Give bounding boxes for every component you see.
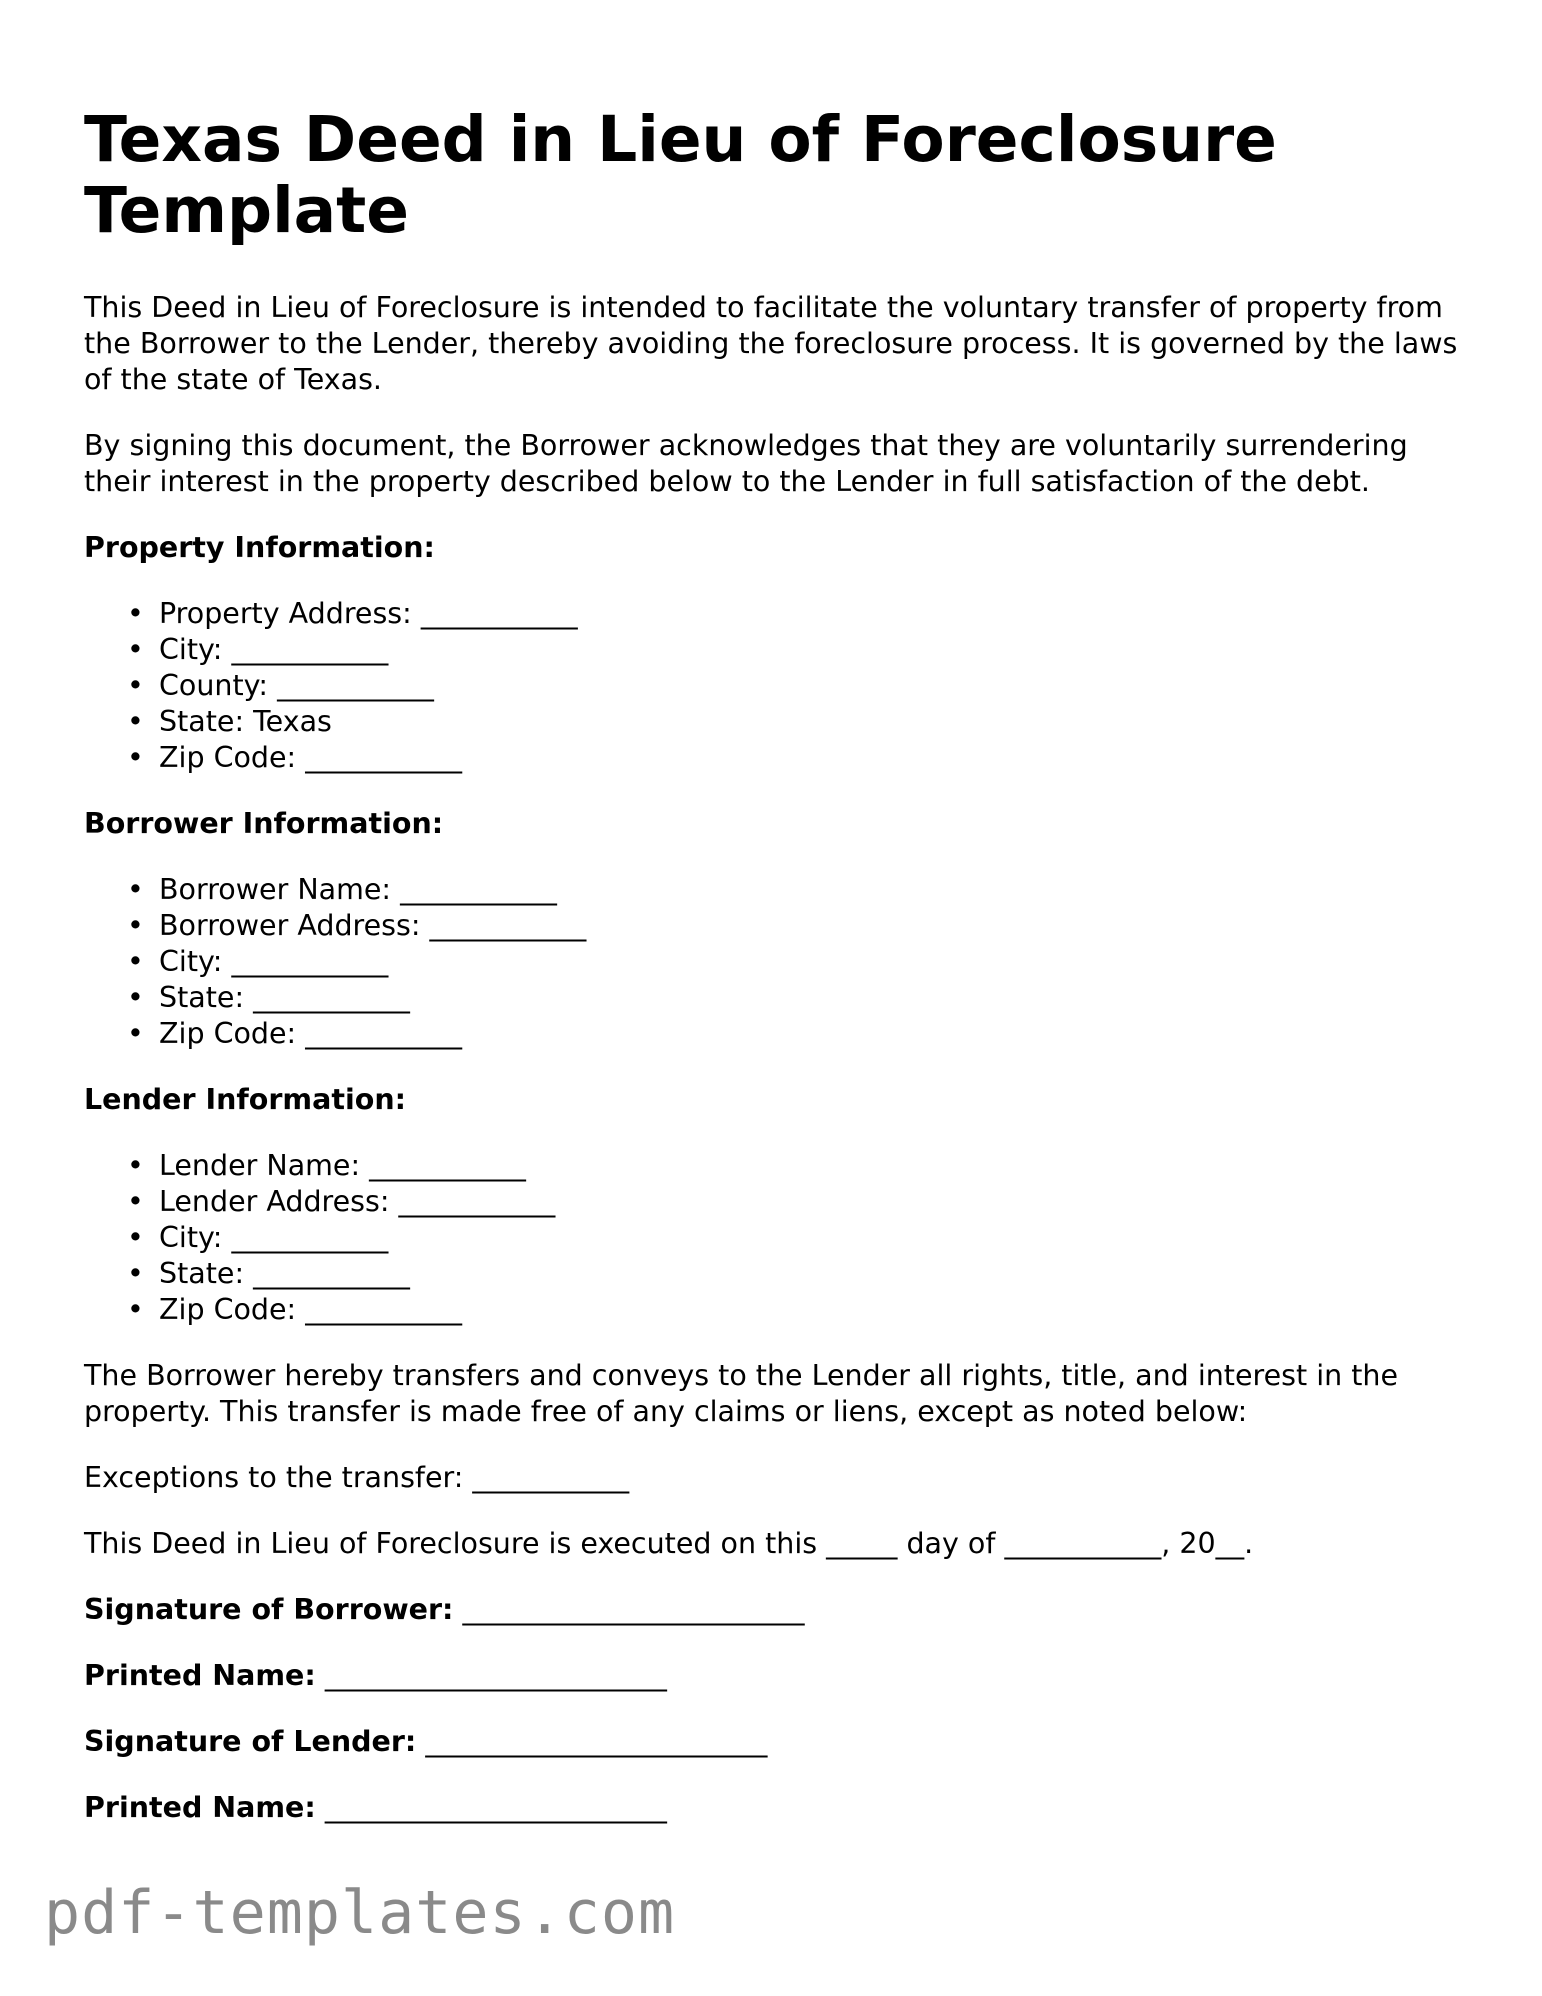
borrower-city-field: City: ___________ [159,945,389,978]
list-item [127,980,1464,1016]
bullet-icon: • [127,705,144,738]
borrower-state-field: State: ___________ [159,981,410,1014]
lender-name-field: Lender Name: ___________ [159,1149,526,1182]
document-title: Texas Deed in Lieu of Foreclosure Template [84,103,1277,247]
bullet-icon: • [127,1149,144,1182]
bullet-icon: • [127,1017,144,1050]
lender-zip-field: Zip Code: ___________ [159,1293,462,1326]
bullet-icon: • [127,909,144,942]
exceptions-field: Exceptions to the transfer: ___________ [84,1461,630,1494]
lender-signature-line [84,1724,1464,1760]
property-state-field: State: Texas [159,705,332,738]
bullet-icon: • [127,1293,144,1326]
list-item [127,1016,1464,1052]
bullet-icon: • [127,669,144,702]
borrower-signature-line [84,1592,1464,1628]
borrower-printed-name-line [84,1658,1464,1694]
transfer-paragraph: The Borrower hereby transfers and conveys to the Lender all rights, title, and interest in the property. This transfer is made free of any claims or liens, except as noted below: [84,1359,1399,1428]
lender-signature-blank: ________________________ [425,1725,768,1758]
lender-address-field: Lender Address: ___________ [159,1185,556,1218]
list-item [127,944,1464,980]
lender-signature-label: Signature of Lender: [84,1725,417,1758]
bullet-icon: • [127,597,144,630]
borrower-address-field: Borrower Address: ___________ [159,909,587,942]
property-address-field: Property Address: ___________ [159,597,578,630]
borrower-printed-name-blank: ________________________ [324,1659,667,1692]
property-information-heading: Property Information: [84,531,435,564]
borrower-printed-name-label: Printed Name: [84,1659,316,1692]
lender-city-field: City: ___________ [159,1221,389,1254]
list-item [127,1292,1464,1328]
document-page [84,104,1464,1856]
borrower-information-list [84,872,1464,1052]
list-item [127,740,1464,776]
lender-printed-name-blank: ________________________ [324,1791,667,1824]
borrower-information-heading: Borrower Information: [84,807,444,840]
watermark: pdf-templates.com [44,1878,676,1948]
bullet-icon: • [127,981,144,1014]
lender-information-heading: Lender Information: [84,1083,407,1116]
lender-information-list [84,1148,1464,1328]
property-county-field: County: ___________ [159,669,434,702]
bullet-icon: • [127,1221,144,1254]
bullet-icon: • [127,1185,144,1218]
bullet-icon: • [127,633,144,666]
list-item [127,704,1464,740]
property-zip-field: Zip Code: ___________ [159,741,462,774]
property-city-field: City: ___________ [159,633,389,666]
bullet-icon: • [127,741,144,774]
borrower-zip-field: Zip Code: ___________ [159,1017,462,1050]
list-item [127,908,1464,944]
list-item [127,1148,1464,1184]
borrower-signature-label: Signature of Borrower: [84,1593,454,1626]
lender-printed-name-line [84,1790,1464,1826]
list-item [127,1220,1464,1256]
borrower-signature-blank: ________________________ [462,1593,805,1626]
list-item [127,668,1464,704]
bullet-icon: • [127,873,144,906]
list-item [127,1184,1464,1220]
execution-date-paragraph: This Deed in Lieu of Foreclosure is executed on this _____ day of ___________, 20__. [84,1527,1254,1560]
lender-printed-name-label: Printed Name: [84,1791,316,1824]
list-item [127,872,1464,908]
intro-paragraph: This Deed in Lieu of Foreclosure is intended to facilitate the voluntary transfer of property from the Borrower to the Lender, thereby avoiding the foreclosure process. It is governed by the laws of the state of Texas. [84,291,1458,396]
lender-state-field: State: ___________ [159,1257,410,1290]
list-item [127,596,1464,632]
borrower-name-field: Borrower Name: ___________ [159,873,557,906]
bullet-icon: • [127,1257,144,1290]
list-item [127,1256,1464,1292]
property-information-list [84,596,1464,776]
bullet-icon: • [127,945,144,978]
acknowledgement-paragraph: By signing this document, the Borrower acknowledges that they are voluntarily surrendering their interest in the property described below to the Lender in full satisfaction of the debt. [84,429,1408,498]
list-item [127,632,1464,668]
